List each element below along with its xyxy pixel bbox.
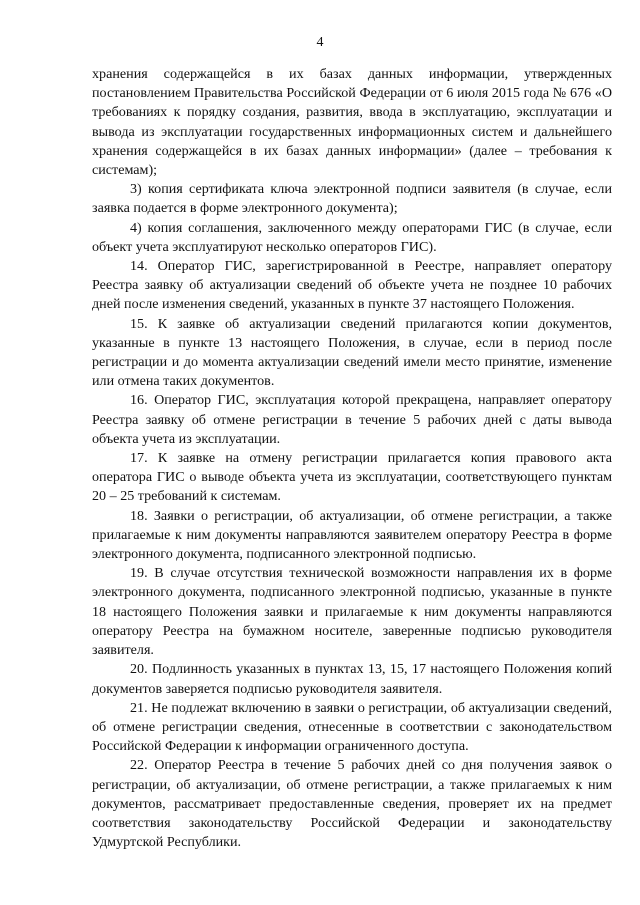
paragraph-continuation: хранения содержащейся в их базах данных информации, утвержденных постановлением Правительства Российской Федерации от 6 июля 2015 года № 676 «О требованиях к порядку создания, развития, ввода в эксплуатацию, эксплуатации и вывода из эксплуатации государственных информационных систем и дальнейшего хранения содержащейся в их базах данных информации» (далее – требования к системам); (92, 66, 612, 179)
paragraph-21: 21. Не подлежат включению в заявки о регистрации, об актуализации сведений, об отмене регистрации сведения, отнесенные в соответствии с законодательством Российской Федерации к информации ограниченного доступа. (92, 699, 612, 755)
paragraph-item-4: 4) копия соглашения, заключенного между операторами ГИС (в случае, если объект учета эксплуатируют несколько операторов ГИС). (92, 219, 612, 255)
paragraph-18: 18. Заявки о регистрации, об актуализации, об отмене регистрации, а также прилагаемые к ним документы направляются заявителем оператору Реестра в форме электронного документа, подписанного электронной подписью. (92, 507, 612, 563)
paragraph-16: 16. Оператор ГИС, эксплуатация которой прекращена, направляет оператору Реестра заявку об отмене регистрации в течение 5 рабочих дней с даты вывода объекта учета из эксплуатации. (92, 392, 612, 447)
paragraph-22: 22. Оператор Реестра в течение 5 рабочих дней со дня получения заявок о регистрации, об актуализации, об отмене регистрации, а также прилагаемых к ним документов, рассматривает предоставленные сведения, проверяет их на предмет соответствия законодательству Российской Федерации и законодательству Удмуртской Республики. (92, 757, 612, 851)
paragraph-19: 19. В случае отсутствия технической возможности направления их в форме электронного документа, подписанного электронной подписью, указанные в пункте 18 настоящего Положения заявки и прилагаемые к ним документы направляются оператору Реестра на бумажном носителе, заверенные подписью руководителя заявителя. (92, 565, 612, 659)
page-number: 4 (316, 35, 324, 50)
paragraph-item-3: 3) копия сертификата ключа электронной подписи заявителя (в случае, если заявка подается в форме электронного документа); (92, 181, 612, 217)
paragraph-20: 20. Подлинность указанных в пунктах 13, 15, 17 настоящего Положения копий документов заверяется подписью руководителя заявителя. (92, 661, 612, 697)
paragraph-15: 15. К заявке об актуализации сведений прилагаются копии документов, указанные в пункте 13 настоящего Положения, в случае, если в период после регистрации и до момента актуализации сведений имели место принятие, изменение или отмена таких документов. (92, 315, 612, 390)
paragraph-14: 14. Оператор ГИС, зарегистрированной в Реестре, направляет оператору Реестра заявку об актуализации сведений об объекте учета не позднее 10 рабочих дней после изменения сведений, указанных в пункте 37 настоящего Положения. (92, 258, 612, 313)
paragraph-17: 17. К заявке на отмену регистрации прилагается копия правового акта оператора ГИС о выводе объекта учета из эксплуатации, соответствующего пунктам 20 – 25 требований к системам. (92, 450, 612, 505)
document-body (92, 65, 612, 852)
